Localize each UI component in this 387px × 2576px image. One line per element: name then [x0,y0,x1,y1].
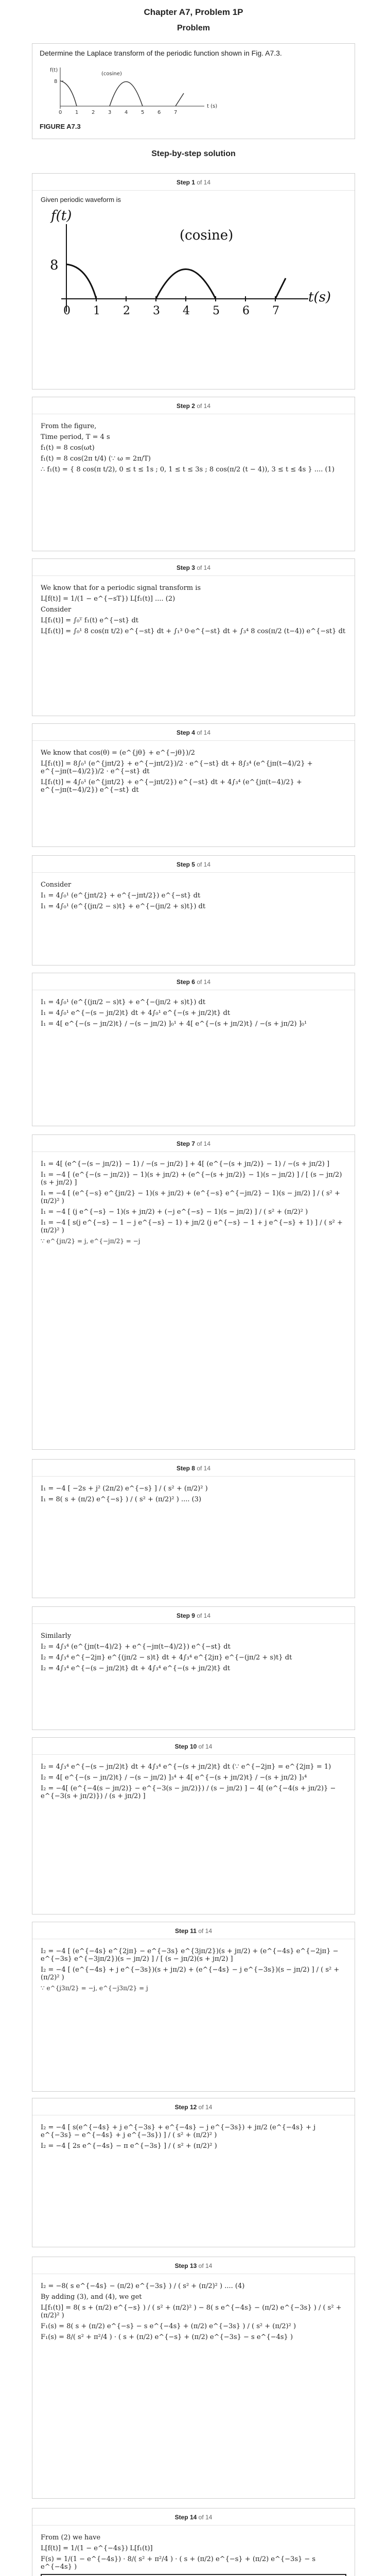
step-line: I₂ = −8( s e^{−4s} − (π/2) e^{−3s} ) / ( s² + (π/2)² ) .... (4) [41,2282,245,2290]
x-tick: 2 [92,110,95,115]
step-line: f₁(t) = 8 cos(ωt) [41,444,95,452]
x-tick: 0 [59,110,62,115]
step-line: I₁ = 4∫₀¹ (e^{(jπ/2 − s)t} + e^{−(jπ/2 + s)t}) dt [41,998,206,1006]
x-tick: 4 [183,304,190,317]
step-card [32,1606,355,1730]
y-tick-8: 8 [54,79,58,84]
step-line: I₂ = 4[ e^{−(s − jπ/2)t} / −(s − jπ/2) ]₃⁴ + 4[ e^{−(s + jπ/2)t} / −(s + jπ/2) ]₃⁴ [41,1774,307,1782]
step-card [32,973,355,1126]
solution-title: Step-by-step solution [151,149,236,158]
cosine-note: (cosine) [180,228,234,243]
step-line: L[f₁(t)] = 8∫₀¹ (e^{jπt/2} + e^{−jπt/2})/2 · e^{−st} dt + 8∫₃⁴ (e^{jπ(t−4)/2} + e^{−jπ(t−4)/2})/2 · e^{−st} dt [41,760,313,775]
t-axis-label: t(s) [308,290,331,305]
y-axis-label: f(t) [50,67,58,73]
step-line: I₂ = −4 [ 2s e^{−4s} − π e^{−3s} ] / ( s² + (π/2)² ) [41,2142,217,2150]
step-line: L[f₁(t)] = ∫₀¹ 8 cos(π t/2) e^{−st} dt + ∫₁³ 0·e^{−st} dt + ∫₃⁴ 8 cos(π/2 (t−4)) e^{−st} dt [41,628,346,635]
y-axis-label: f(t) [51,208,72,224]
step-card [32,173,355,389]
step-line: From (2) we have [41,2534,101,2541]
step-label: Step 2 of 14 [32,397,355,414]
step-card [32,2508,355,2576]
step-line: L[f₁(t)] = 8( s + (π/2) e^{−s} ) / ( s² + (π/2)² ) − 8( s e^{−4s} − (π/2) e^{−3s} ) / ( s² + (π/2)² ) [41,2304,342,2319]
step-line: Consider [41,606,72,614]
waveform-figure-small [40,62,225,119]
step-note: ∵ e^{j3π/2} = −j, e^{−j3π/2} = j [41,1985,148,1992]
final-answer [41,2574,346,2576]
step-label: Step 5 of 14 [32,856,355,873]
step-text: Given periodic waveform is [41,196,121,204]
x-tick: 5 [141,110,145,115]
step-label: Step 13 of 14 [32,2257,355,2274]
x-tick: 1 [93,304,100,317]
step-line: From the figure, [41,422,97,430]
step-card [32,2098,355,2247]
step-line: We know that for a periodic signal transform is [41,584,201,592]
problem-heading: Problem [177,24,210,32]
step-line: I₁ = 4[ e^{−(s − jπ/2)t} / −(s − jπ/2) ]₀¹ + 4[ e^{−(s + jπ/2)t} / −(s + jπ/2) ]₀¹ [41,1020,307,1028]
step-line: I₁ = 4[ (e^{−(s − jπ/2)} − 1) / −(s − jπ/2) ] + 4[ (e^{−(s + jπ/2)} − 1) / −(s + jπ/2) ] [41,1160,330,1168]
step-line: L[f(t)] = 1/(1 − e^{−4s}) L[f₁(t)] [41,2545,153,2552]
step-line: I₂ = −4[ (e^{−4(s − jπ/2)} − e^{−3(s − jπ/2)}) / (s − jπ/2) ] − 4[ (e^{−4(s + jπ/2)} − e^{−3(s + jπ/2)}) / (s + jπ/2) ] [41,1785,336,1800]
x-tick: 2 [123,304,130,317]
x-tick: 3 [153,304,160,317]
step-line: L[f₁(t)] = 4∫₀¹ (e^{jπt/2} + e^{−jπt/2}) e^{−st} dt + 4∫₃⁴ (e^{jπ(t−4)/2} + e^{−jπ(t−4)/2}) e^{−st} dt [41,778,302,794]
step-label: Step 14 of 14 [32,2509,355,2526]
step-line: I₁ = 8( s + (π/2) e^{−s} ) / ( s² + (π/2)² ) .... (3) [41,1496,202,1503]
chapter-title: Chapter A7, Problem 1P [144,7,243,17]
figure-label: FIGURE A7.3 [40,123,81,130]
step-label: Step 9 of 14 [32,1607,355,1624]
step-label: Step 6 of 14 [32,973,355,990]
step-label: Step 11 of 14 [32,1922,355,1939]
step-line: I₂ = −4 [ (e^{−4s} + j e^{−3s})(s + jπ/2) + (e^{−4s} − j e^{−3s})(s − jπ/2) ] / ( s² + (π/2)² ) [41,1966,340,1981]
waveform-figure-large [41,204,344,374]
problem-text: Determine the Laplace transform of the periodic function shown in Fig. A7.3. [40,49,282,57]
step-line: I₁ = 4∫₀¹ (e^{jπt/2} + e^{−jπt/2}) e^{−st} dt [41,892,201,900]
step-card [32,558,355,716]
x-tick: 0 [63,304,71,317]
step-line: F₁(s) = 8/( s² + π²/4 ) · ( s + (π/2) e^{−s} + (π/2) e^{−3s} − s e^{−4s} ) [41,2333,293,2341]
step-line: I₂ = 4∫₃⁴ (e^{jπ(t−4)/2} + e^{−jπ(t−4)/2}) e^{−st} dt [41,1643,231,1651]
x-tick: 4 [125,110,128,115]
step-line: I₁ = 4∫₀¹ (e^{(jπ/2 − s)t} + e^{−(jπ/2 + s)t}) dt [41,903,206,910]
x-tick: 3 [108,110,112,115]
step-line: f₁(t) = 8 cos(2π t/4) (∵ ω = 2π/T) [41,455,151,463]
y-tick-8: 8 [50,258,59,273]
step-line: ∴ f₁(t) = { 8 cos(π t/2), 0 ≤ t ≤ 1s ; 0, 1 ≤ t ≤ 3s ; 8 cos(π/2 (t − 4)), 3 ≤ t ≤ 4s } .... (1) [41,466,335,473]
step-line: I₂ = 4∫₃⁴ e^{−2jπ} e^{(jπ/2 − s)t} dt + 4∫₃⁴ e^{2jπ} e^{−(jπ/2 + s)t} dt [41,1654,292,1662]
step-card [32,2257,355,2499]
x-tick: 6 [157,110,161,115]
step-card [32,1922,355,2092]
step-card [32,1134,355,1450]
step-line: I₂ = −4 [ (e^{−4s} e^{2jπ} − e^{−3s} e^{3jπ/2})(s + jπ/2) + (e^{−4s} e^{−2jπ} − e^{−3s} e^{−3jπ/2})(s − jπ/2) ] / [ (s − jπ/2)(s + jπ/2) ] [41,1947,339,1963]
x-tick: 7 [272,304,279,317]
x-tick: 1 [75,110,79,115]
step-line: Consider [41,881,72,889]
step-label: Step 7 of 14 [32,1135,355,1152]
step-line: I₁ = −4 [ s(j e^{−s} − 1 − j e^{−s} − 1) + jπ/2 (j e^{−s} − 1 + j e^{−s} + 1) ] / ( s² + (π/2)² ) [41,1219,343,1234]
step-line: Time period, T = 4 s [41,433,110,441]
step-line: Similarly [41,1632,72,1640]
step-line: I₁ = −4 [ −2s + j² (2π/2) e^{−s} ] / ( s² + (π/2)² ) [41,1485,208,1493]
step-line: F(s) = 1/(1 − e^{−4s}) · 8/( s² + π²/4 ) · ( s + (π/2) e^{−s} + (π/2) e^{−3s} − s e^{−4s} ) [41,2555,316,2571]
step-label: Step 4 of 14 [32,724,355,741]
step-label: Step 8 of 14 [32,1460,355,1477]
step-label: Step 10 of 14 [32,1738,355,1755]
cosine-note: (cosine) [101,71,122,77]
x-tick: 7 [174,110,178,115]
step-line: I₂ = 4∫₃⁴ e^{−(s − jπ/2)t} dt + 4∫₃⁴ e^{−(s + jπ/2)t} dt [41,1665,231,1672]
step-line: L[f₁(t)] = ∫₀ᵀ f₁(t) e^{−st} dt [41,617,139,624]
step-line: L[f(t)] = 1/(1 − e^{−sT}) L[f₁(t)] .... (2) [41,595,175,603]
t-axis-label: t (s) [207,104,218,109]
x-tick: 6 [242,304,250,317]
step-line: I₁ = −4 [ (j e^{−s} − 1)(s + jπ/2) + (−j e^{−s} − 1)(s − jπ/2) ] / ( s² + (π/2)² ) [41,1208,308,1216]
step-line: We know that cos(θ) = (e^{jθ} + e^{−jθ})/2 [41,749,195,757]
step-line: I₁ = −4 [ (e^{−s} e^{jπ/2} − 1)(s + jπ/2) + (e^{−s} e^{−jπ/2} − 1)(s − jπ/2) ] / ( s² + (π/2)² ) [41,1190,340,1205]
problem-figure [40,62,347,121]
step-line: F₁(s) = 8( s + (π/2) e^{−s} − s e^{−4s} + (π/2) e^{−3s} ) / ( s² + (π/2)² ) [41,2323,296,2330]
step-line: By adding (3), and (4), we get [41,2293,142,2301]
step-card [32,1459,355,1598]
step-label: Step 3 of 14 [32,559,355,576]
step-line: I₂ = −4 [ s(e^{−4s} + j e^{−3s} + e^{−4s} − j e^{−3s}) + jπ/2 (e^{−4s} + j e^{−3s} − e^{−4s} + j e^{−3s}) ] / ( s² + (π/2)² ) [41,2124,316,2139]
step-card [32,855,355,965]
step-label: Step 12 of 14 [32,2098,355,2115]
step-line: I₁ = 4∫₀¹ e^{−(s − jπ/2)t} dt + 4∫₀¹ e^{−(s + jπ/2)t} dt [41,1009,231,1017]
step-line: I₂ = 4∫₃⁴ e^{−(s − jπ/2)t} dt + 4∫₃⁴ e^{−(s + jπ/2)t} dt (∵ e^{−2jπ} = e^{2jπ} = 1) [41,1763,331,1771]
step-label: Step 1 of 14 [32,174,355,191]
step-note: ∵ e^{jπ/2} = j, e^{−jπ/2} = −j [41,1238,140,1245]
step-card [32,1737,355,1914]
x-tick: 5 [213,304,220,317]
step-line: I₁ = −4 [ (e^{−(s − jπ/2)} − 1)(s + jπ/2) + (e^{−(s + jπ/2)} − 1)(s − jπ/2) ] / [ (s − jπ/2)(s + jπ/2) ] [41,1171,342,1187]
step-card [32,397,355,551]
step-card [32,723,355,847]
problem-card [32,43,355,139]
